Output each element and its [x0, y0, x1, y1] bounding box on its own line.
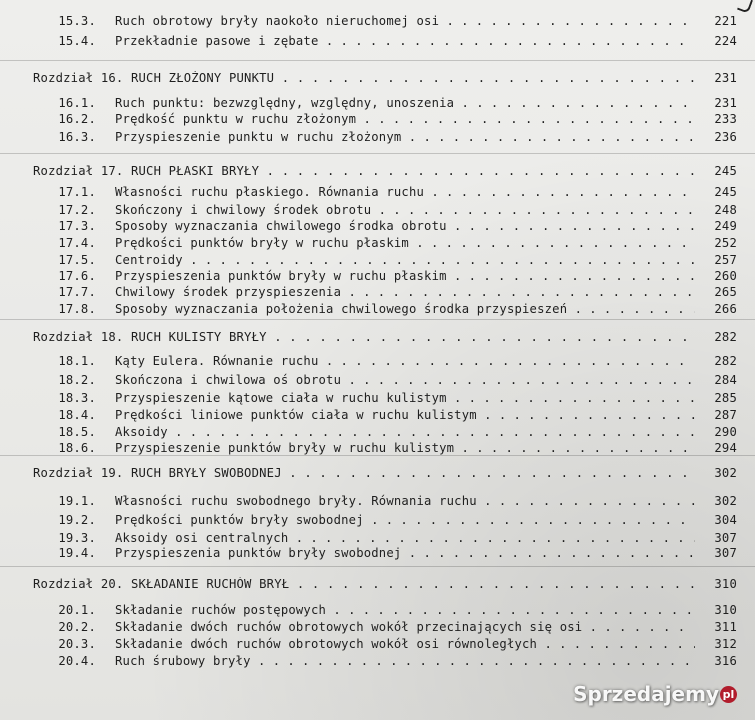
chapter-title: Rozdział 20. SKŁADANIE RUCHÓW BRYŁ . . .	[33, 577, 695, 591]
page-number: 252	[714, 236, 737, 250]
section-title: Centroidy . . .	[115, 253, 695, 267]
section-number: 18.1.	[58, 354, 96, 368]
section-divider	[0, 319, 755, 320]
section-title: Składanie dwóch ruchów obrotowych wokół osi równoległych . . .	[115, 637, 695, 651]
section-title: Aksoidy osi centralnych . . .	[115, 531, 695, 545]
section-divider	[0, 153, 755, 154]
section-title: Prędkości liniowe punktów ciała w ruchu kulistym . . .	[115, 408, 695, 422]
section-number: 17.7.	[58, 285, 96, 299]
section-title: Skończona i chwilowa oś obrotu . . .	[115, 373, 695, 387]
section-title: Przyspieszenie punktu w ruchu złożonym . . .	[115, 130, 695, 144]
section-title: Ruch śrubowy bryły . . .	[115, 654, 695, 668]
section-divider	[0, 566, 755, 567]
section-title: Własności ruchu swobodnego bryły. Równania ruchu . . .	[115, 494, 695, 508]
page-number: 231	[714, 96, 737, 110]
section-title: Prędkości punktów bryły w ruchu płaskim . . .	[115, 236, 695, 250]
section-number: 20.2.	[58, 620, 96, 634]
page-number: 249	[714, 219, 737, 233]
section-number: 19.4.	[58, 546, 96, 560]
section-number: 15.3.	[58, 14, 96, 28]
section-title: Składanie ruchów postępowych . . .	[115, 603, 695, 617]
page-number: 248	[714, 203, 737, 217]
section-title: Kąty Eulera. Równanie ruchu . . .	[115, 354, 695, 368]
page-number: 245	[714, 164, 737, 178]
page-number: 304	[714, 513, 737, 527]
page-number: 310	[714, 577, 737, 591]
section-number: 19.1.	[58, 494, 96, 508]
section-number: 17.5.	[58, 253, 96, 267]
section-divider	[0, 60, 755, 61]
page-number: 302	[714, 466, 737, 480]
page-number: 307	[714, 546, 737, 560]
page-number: 307	[714, 531, 737, 545]
chapter-title: Rozdział 17. RUCH PŁASKI BRYŁY . . .	[33, 164, 695, 178]
chapter-title: Rozdział 18. RUCH KULISTY BRYŁY . . .	[33, 330, 695, 344]
page-number: 282	[714, 354, 737, 368]
page-number: 221	[714, 14, 737, 28]
section-number: 18.2.	[58, 373, 96, 387]
section-number: 18.4.	[58, 408, 96, 422]
section-number: 17.1.	[58, 185, 96, 199]
page-number: 233	[714, 112, 737, 126]
section-number: 19.2.	[58, 513, 96, 527]
section-number: 18.3.	[58, 391, 96, 405]
section-title: Przekładnie pasowe i zębate . . .	[115, 34, 695, 48]
page-number: 302	[714, 494, 737, 508]
section-title: Przyspieszenie punktów bryły w ruchu kulistym . . .	[115, 441, 695, 455]
page-number: 231	[714, 71, 737, 85]
section-number: 17.2.	[58, 203, 96, 217]
watermark-logo: Sprzedajemy pl	[573, 682, 737, 706]
section-number: 19.3.	[58, 531, 96, 545]
chapter-title: Rozdział 16. RUCH ZŁOŻONY PUNKTU . . .	[33, 71, 695, 85]
page-number: 284	[714, 373, 737, 387]
chapter-title: Rozdział 19. RUCH BRYŁY SWOBODNEJ . . .	[33, 466, 695, 480]
section-title: Ruch punktu: bezwzględny, względny, unoszenia . . .	[115, 96, 695, 110]
section-number: 20.1.	[58, 603, 96, 617]
section-title: Przyspieszenie kątowe ciała w ruchu kulistym . . .	[115, 391, 695, 405]
section-title: Prędkości punktów bryły swobodnej . . .	[115, 513, 695, 527]
page-number: 265	[714, 285, 737, 299]
section-number: 20.4.	[58, 654, 96, 668]
section-number: 16.3.	[58, 130, 96, 144]
section-number: 16.2.	[58, 112, 96, 126]
section-number: 17.6.	[58, 269, 96, 283]
page-number: 245	[714, 185, 737, 199]
section-title: Chwilowy środek przyspieszenia . . .	[115, 285, 695, 299]
page-number: 294	[714, 441, 737, 455]
section-number: 17.4.	[58, 236, 96, 250]
section-title: Przyspieszenia punktów bryły swobodnej . . .	[115, 546, 695, 560]
section-title: Własności ruchu płaskiego. Równania ruchu . . .	[115, 185, 695, 199]
page-number: 290	[714, 425, 737, 439]
section-number: 18.6.	[58, 441, 96, 455]
section-number: 17.3.	[58, 219, 96, 233]
section-number: 20.3.	[58, 637, 96, 651]
section-title: Prędkość punktu w ruchu złożonym . . .	[115, 112, 695, 126]
section-number: 17.8.	[58, 302, 96, 316]
page-number: 316	[714, 654, 737, 668]
section-title: Aksoidy . . .	[115, 425, 695, 439]
page-number: 236	[714, 130, 737, 144]
page-number: 224	[714, 34, 737, 48]
section-divider	[0, 455, 755, 456]
page-number: 311	[714, 620, 737, 634]
page-number: 285	[714, 391, 737, 405]
page-number: 266	[714, 302, 737, 316]
page-number: 260	[714, 269, 737, 283]
page-number: 287	[714, 408, 737, 422]
section-title: Składanie dwóch ruchów obrotowych wokół przecinających się osi . . .	[115, 620, 695, 634]
section-title: Sposoby wyznaczania chwilowego środka obrotu . . .	[115, 219, 695, 233]
section-title: Przyspieszenia punktów bryły w ruchu płaskim . . .	[115, 269, 695, 283]
page-number: 257	[714, 253, 737, 267]
page-number: 310	[714, 603, 737, 617]
section-title: Sposoby wyznaczania położenia chwilowego środka przyspieszeń . . .	[115, 302, 695, 316]
section-title: Ruch obrotowy bryły naokoło nieruchomej osi . . .	[115, 14, 695, 28]
section-number: 16.1.	[58, 96, 96, 110]
page-number: 282	[714, 330, 737, 344]
section-number: 15.4.	[58, 34, 96, 48]
section-title: Skończony i chwilowy środek obrotu . . .	[115, 203, 695, 217]
page-edge-mark	[737, 0, 753, 14]
page-number: 312	[714, 637, 737, 651]
section-number: 18.5.	[58, 425, 96, 439]
